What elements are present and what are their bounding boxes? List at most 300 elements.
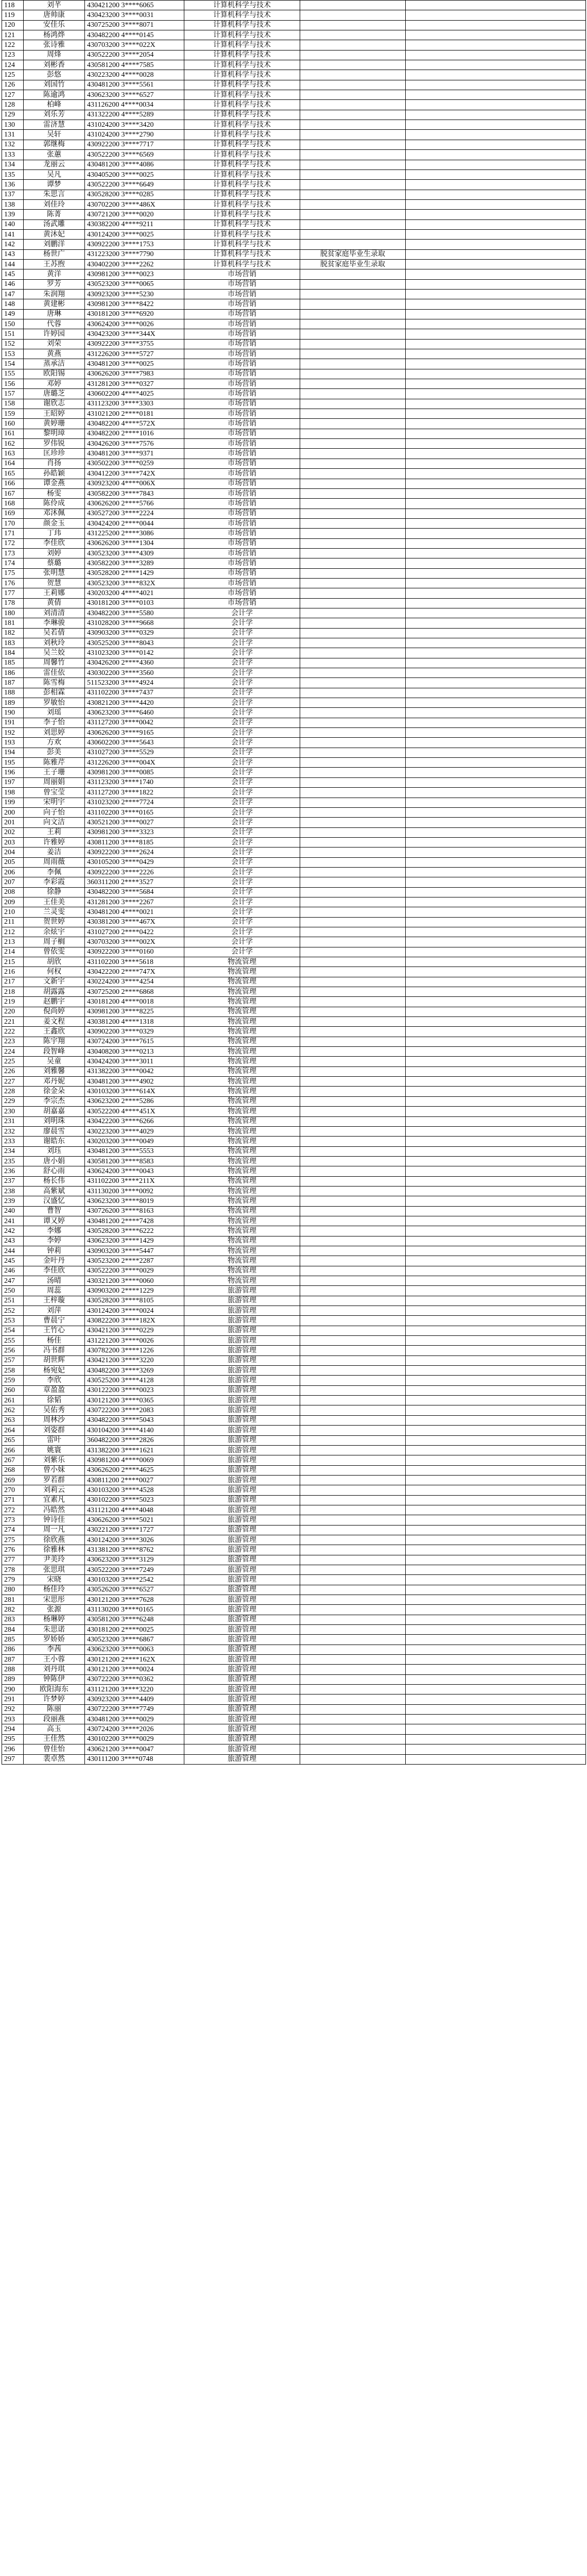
- student-name-cell: 黄建彬: [24, 299, 85, 309]
- serial-number-cell: 229: [2, 1096, 24, 1106]
- serial-number-cell: 142: [2, 240, 24, 249]
- serial-number-cell: 222: [2, 1027, 24, 1037]
- id-number-cell: 430423200 3****0031: [85, 10, 184, 20]
- table-row: [2, 130, 586, 140]
- table-row: [2, 738, 586, 748]
- table-row: [2, 668, 586, 678]
- id-number-cell: 431281200 3****2267: [85, 897, 184, 907]
- table-row: [2, 1326, 586, 1335]
- student-name-cell: 贺世婷: [24, 917, 85, 927]
- empty-cell: [406, 1116, 586, 1126]
- id-number-cell: 431281200 3****0327: [85, 379, 184, 389]
- table-row: [2, 837, 586, 847]
- id-number-cell: 430421200 3****0229: [85, 1326, 184, 1335]
- remark-cell: [300, 927, 406, 937]
- empty-cell: [406, 658, 586, 668]
- table-row: [2, 538, 586, 548]
- remark-cell: [300, 289, 406, 299]
- remark-cell: [300, 967, 406, 977]
- empty-cell: [406, 1166, 586, 1176]
- empty-cell: [406, 1276, 586, 1286]
- empty-cell: [406, 60, 586, 70]
- major-cell: 市场营销: [184, 568, 300, 578]
- id-number-cell: 430422200 2****747X: [85, 967, 184, 977]
- empty-cell: [406, 1355, 586, 1365]
- table-row: [2, 170, 586, 179]
- serial-number-cell: 155: [2, 369, 24, 379]
- student-name-cell: 黄沐妃: [24, 229, 85, 239]
- serial-number-cell: 259: [2, 1376, 24, 1385]
- id-number-cell: 431123200 3****1740: [85, 777, 184, 787]
- remark-cell: [300, 1017, 406, 1027]
- empty-cell: [406, 1724, 586, 1734]
- empty-cell: [406, 578, 586, 588]
- serial-number-cell: 152: [2, 339, 24, 349]
- student-name-cell: 张思琪: [24, 1565, 85, 1574]
- serial-number-cell: 211: [2, 917, 24, 927]
- major-cell: 物流管理: [184, 1057, 300, 1066]
- major-cell: 会计学: [184, 698, 300, 708]
- table-row: [2, 1096, 586, 1106]
- id-number-cell: 430381200 3****467X: [85, 917, 184, 927]
- remark-cell: [300, 827, 406, 837]
- major-cell: 市场营销: [184, 598, 300, 608]
- table-row: [2, 1565, 586, 1574]
- id-number-cell: 430623200 3****0063: [85, 1645, 184, 1654]
- table-row: [2, 1585, 586, 1595]
- major-cell: 计算机科学与技术: [184, 150, 300, 160]
- remark-cell: [300, 1715, 406, 1724]
- empty-cell: [406, 907, 586, 917]
- empty-cell: [406, 1385, 586, 1395]
- id-number-cell: 431102200 3****211X: [85, 1176, 184, 1186]
- serial-number-cell: 232: [2, 1126, 24, 1136]
- empty-cell: [406, 1326, 586, 1335]
- id-number-cell: 430523200 2****2287: [85, 1256, 184, 1266]
- empty-cell: [406, 897, 586, 907]
- serial-number-cell: 290: [2, 1685, 24, 1694]
- student-name-cell: 陈逾鸿: [24, 90, 85, 100]
- remark-cell: [300, 349, 406, 359]
- student-name-cell: 贺慧: [24, 578, 85, 588]
- id-number-cell: 430523200 3****6867: [85, 1635, 184, 1645]
- table-row: [2, 1665, 586, 1674]
- major-cell: 旅游管理: [184, 1505, 300, 1515]
- empty-cell: [406, 1625, 586, 1635]
- table-row: [2, 728, 586, 738]
- major-cell: 计算机科学与技术: [184, 120, 300, 130]
- id-number-cell: 360311200 2****3527: [85, 877, 184, 887]
- student-name-cell: 周蕊: [24, 1286, 85, 1296]
- serial-number-cell: 156: [2, 379, 24, 389]
- id-number-cell: 430722200 3****2083: [85, 1405, 184, 1415]
- student-name-cell: 雷叶: [24, 1435, 85, 1445]
- table-row: [2, 1715, 586, 1724]
- remark-cell: [300, 1107, 406, 1116]
- major-cell: 计算机科学与技术: [184, 199, 300, 209]
- serial-number-cell: 207: [2, 877, 24, 887]
- table-row: [2, 1336, 586, 1346]
- serial-number-cell: 166: [2, 479, 24, 488]
- table-row: [2, 558, 586, 568]
- serial-number-cell: 242: [2, 1226, 24, 1236]
- serial-number-cell: 230: [2, 1107, 24, 1116]
- major-cell: 市场营销: [184, 439, 300, 449]
- empty-cell: [406, 1316, 586, 1326]
- serial-number-cell: 266: [2, 1445, 24, 1455]
- student-name-cell: 匡珍珍: [24, 449, 85, 459]
- major-cell: 物流管理: [184, 1156, 300, 1166]
- table-row: [2, 1226, 586, 1236]
- id-number-cell: 430581200 4****7585: [85, 60, 184, 70]
- serial-number-cell: 164: [2, 459, 24, 468]
- student-name-cell: 黄婷珊: [24, 419, 85, 429]
- student-name-cell: 李娜: [24, 1226, 85, 1236]
- id-number-cell: 430522200 4****451X: [85, 1107, 184, 1116]
- table-row: [2, 1196, 586, 1206]
- major-cell: 会计学: [184, 917, 300, 927]
- major-cell: 会计学: [184, 927, 300, 937]
- student-name-cell: 王苏煦: [24, 259, 85, 269]
- remark-cell: [300, 1316, 406, 1326]
- major-cell: 市场营销: [184, 329, 300, 339]
- student-name-cell: 汉盛忆: [24, 1196, 85, 1206]
- id-number-cell: 430624200 3****0043: [85, 1166, 184, 1176]
- major-cell: 会计学: [184, 877, 300, 887]
- student-name-cell: 刘瑶: [24, 708, 85, 718]
- id-number-cell: 430121200 2****162X: [85, 1655, 184, 1665]
- empty-cell: [406, 1156, 586, 1166]
- student-name-cell: 冯皓然: [24, 1505, 85, 1515]
- remark-cell: [300, 30, 406, 40]
- serial-number-cell: 219: [2, 997, 24, 1007]
- id-number-cell: 430522200 3****0029: [85, 1266, 184, 1276]
- remark-cell: [300, 638, 406, 648]
- student-name-cell: 姜文程: [24, 1017, 85, 1027]
- table-row: [2, 309, 586, 319]
- id-number-cell: 430481200 3****0029: [85, 1715, 184, 1724]
- remark-cell: [300, 1047, 406, 1057]
- major-cell: 物流管理: [184, 1276, 300, 1286]
- table-row: [2, 678, 586, 688]
- major-cell: 旅游管理: [184, 1605, 300, 1615]
- table-row: [2, 1107, 586, 1116]
- serial-number-cell: 224: [2, 1047, 24, 1057]
- empty-cell: [406, 957, 586, 967]
- serial-number-cell: 252: [2, 1306, 24, 1316]
- remark-cell: [300, 110, 406, 120]
- serial-number-cell: 195: [2, 758, 24, 768]
- student-name-cell: 钟陈伊: [24, 1674, 85, 1684]
- id-number-cell: 431226200 3****5727: [85, 349, 184, 359]
- empty-cell: [406, 1286, 586, 1296]
- remark-cell: [300, 1485, 406, 1495]
- empty-cell: [406, 1605, 586, 1615]
- table-row: [2, 479, 586, 488]
- student-name-cell: 刘珏: [24, 1146, 85, 1156]
- major-cell: 物流管理: [184, 1007, 300, 1016]
- major-cell: 市场营销: [184, 459, 300, 468]
- student-name-cell: 曹智: [24, 1206, 85, 1216]
- table-row: [2, 1535, 586, 1545]
- table-row: [2, 1027, 586, 1037]
- empty-cell: [406, 538, 586, 548]
- major-cell: 市场营销: [184, 449, 300, 459]
- table-row: [2, 807, 586, 817]
- serial-number-cell: 160: [2, 419, 24, 429]
- empty-cell: [406, 887, 586, 897]
- student-name-cell: 高紫斌: [24, 1186, 85, 1196]
- serial-number-cell: 286: [2, 1645, 24, 1654]
- student-name-cell: 汤武雕: [24, 219, 85, 229]
- remark-cell: [300, 40, 406, 50]
- student-name-cell: 吴兰姣: [24, 648, 85, 658]
- empty-cell: [406, 1246, 586, 1256]
- id-number-cell: 430121200 3****0024: [85, 1665, 184, 1674]
- table-row: [2, 10, 586, 20]
- id-number-cell: 430223200 3****4029: [85, 1126, 184, 1136]
- empty-cell: [406, 1415, 586, 1425]
- empty-cell: [406, 1066, 586, 1076]
- serial-number-cell: 158: [2, 399, 24, 409]
- major-cell: 会计学: [184, 688, 300, 698]
- serial-number-cell: 226: [2, 1066, 24, 1076]
- table-row: [2, 509, 586, 518]
- remark-cell: [300, 50, 406, 60]
- table-row: [2, 1176, 586, 1186]
- empty-cell: [406, 1126, 586, 1136]
- serial-number-cell: 264: [2, 1426, 24, 1435]
- major-cell: 会计学: [184, 807, 300, 817]
- table-row: [2, 1645, 586, 1654]
- table-row: [2, 1, 586, 10]
- empty-cell: [406, 120, 586, 130]
- serial-number-cell: 263: [2, 1415, 24, 1425]
- remark-cell: [300, 1236, 406, 1246]
- major-cell: 市场营销: [184, 359, 300, 369]
- major-cell: 旅游管理: [184, 1615, 300, 1624]
- id-number-cell: 430621200 3****0047: [85, 1744, 184, 1754]
- major-cell: 旅游管理: [184, 1306, 300, 1316]
- major-cell: 市场营销: [184, 409, 300, 419]
- table-row: [2, 997, 586, 1007]
- remark-cell: [300, 1495, 406, 1505]
- id-number-cell: 430582200 3****7843: [85, 488, 184, 498]
- student-name-cell: 宋晓: [24, 1575, 85, 1585]
- id-number-cell: 360482200 3****2826: [85, 1435, 184, 1445]
- serial-number-cell: 182: [2, 628, 24, 638]
- id-number-cell: 431021200 2****0181: [85, 409, 184, 419]
- empty-cell: [406, 1595, 586, 1605]
- table-row: [2, 1465, 586, 1475]
- id-number-cell: 430922200 3****1753: [85, 240, 184, 249]
- table-row: [2, 1685, 586, 1694]
- student-name-cell: 谭梦: [24, 180, 85, 190]
- major-cell: 会计学: [184, 618, 300, 628]
- id-number-cell: 430602200 4****4025: [85, 389, 184, 399]
- student-name-cell: 刘鹏洋: [24, 240, 85, 249]
- empty-cell: [406, 1087, 586, 1096]
- remark-cell: [300, 578, 406, 588]
- table-row: [2, 240, 586, 249]
- remark-cell: [300, 1206, 406, 1216]
- remark-cell: [300, 499, 406, 509]
- id-number-cell: 430422200 3****6266: [85, 1116, 184, 1126]
- table-row: [2, 1246, 586, 1256]
- remark-cell: [300, 90, 406, 100]
- serial-number-cell: 251: [2, 1296, 24, 1306]
- serial-number-cell: 150: [2, 319, 24, 329]
- student-name-cell: 蒸承洁: [24, 359, 85, 369]
- serial-number-cell: 247: [2, 1276, 24, 1286]
- student-name-cell: 倪尚婷: [24, 1007, 85, 1016]
- empty-cell: [406, 1346, 586, 1355]
- table-row: [2, 199, 586, 209]
- table-row: [2, 1047, 586, 1057]
- id-number-cell: 430821200 3****4420: [85, 698, 184, 708]
- empty-cell: [406, 518, 586, 528]
- student-name-cell: 朱思言: [24, 190, 85, 199]
- serial-number-cell: 268: [2, 1465, 24, 1475]
- remark-cell: [300, 1665, 406, 1674]
- empty-cell: [406, 1405, 586, 1415]
- student-name-cell: 文新宇: [24, 977, 85, 987]
- major-cell: 计算机科学与技术: [184, 100, 300, 110]
- major-cell: 旅游管理: [184, 1435, 300, 1445]
- serial-number-cell: 183: [2, 638, 24, 648]
- remark-cell: [300, 1256, 406, 1266]
- student-name-cell: 曹晨宁: [24, 1316, 85, 1326]
- serial-number-cell: 198: [2, 788, 24, 798]
- empty-cell: [406, 977, 586, 987]
- serial-number-cell: 194: [2, 748, 24, 757]
- empty-cell: [406, 1306, 586, 1316]
- table-row: [2, 1515, 586, 1525]
- id-number-cell: 430782200 3****1226: [85, 1346, 184, 1355]
- serial-number-cell: 184: [2, 648, 24, 658]
- empty-cell: [406, 100, 586, 110]
- remark-cell: [300, 1645, 406, 1654]
- major-cell: 市场营销: [184, 469, 300, 479]
- serial-number-cell: 120: [2, 20, 24, 30]
- student-name-cell: 黄洋: [24, 269, 85, 279]
- id-number-cell: 431130200 3****0165: [85, 1605, 184, 1615]
- table-row: [2, 499, 586, 509]
- table-row: [2, 1555, 586, 1565]
- id-number-cell: 430626200 2****5766: [85, 499, 184, 509]
- empty-cell: [406, 1515, 586, 1525]
- student-name-cell: 徐韬: [24, 1396, 85, 1405]
- major-cell: 物流管理: [184, 1196, 300, 1206]
- remark-cell: [300, 1196, 406, 1206]
- major-cell: 市场营销: [184, 499, 300, 509]
- remark-cell: [300, 1565, 406, 1574]
- serial-number-cell: 123: [2, 50, 24, 60]
- id-number-cell: 431023200 2****7724: [85, 798, 184, 807]
- remark-cell: [300, 1, 406, 10]
- serial-number-cell: 137: [2, 190, 24, 199]
- admission-list-body: [2, 1, 586, 1765]
- remark-cell: [300, 1694, 406, 1704]
- serial-number-cell: 245: [2, 1256, 24, 1266]
- student-name-cell: 段丽燕: [24, 1715, 85, 1724]
- empty-cell: [406, 488, 586, 498]
- id-number-cell: 430181200 4****0018: [85, 997, 184, 1007]
- student-name-cell: 罗芳: [24, 279, 85, 289]
- student-name-cell: 刘荣: [24, 339, 85, 349]
- id-number-cell: 430421200 3****6065: [85, 1, 184, 10]
- major-cell: 会计学: [184, 857, 300, 867]
- major-cell: 旅游管理: [184, 1744, 300, 1754]
- student-name-cell: 肖扬: [24, 459, 85, 468]
- major-cell: 会计学: [184, 937, 300, 947]
- student-name-cell: 刘明珠: [24, 1116, 85, 1126]
- table-row: [2, 30, 586, 40]
- table-row: [2, 229, 586, 239]
- remark-cell: [300, 409, 406, 419]
- remark-cell: [300, 977, 406, 987]
- major-cell: 计算机科学与技术: [184, 1, 300, 10]
- table-row: [2, 1734, 586, 1744]
- serial-number-cell: 149: [2, 309, 24, 319]
- serial-number-cell: 200: [2, 807, 24, 817]
- empty-cell: [406, 668, 586, 678]
- empty-cell: [406, 279, 586, 289]
- id-number-cell: 431102200 3****5618: [85, 957, 184, 967]
- major-cell: 会计学: [184, 947, 300, 957]
- remark-cell: [300, 509, 406, 518]
- serial-number-cell: 162: [2, 439, 24, 449]
- id-number-cell: 430602200 3****5643: [85, 738, 184, 748]
- empty-cell: [406, 618, 586, 628]
- table-row: [2, 190, 586, 199]
- student-name-cell: 杨琳婷: [24, 1615, 85, 1624]
- serial-number-cell: 190: [2, 708, 24, 718]
- serial-number-cell: 193: [2, 738, 24, 748]
- remark-cell: [300, 1007, 406, 1016]
- id-number-cell: 431381200 3****8762: [85, 1545, 184, 1555]
- remark-cell: [300, 130, 406, 140]
- serial-number-cell: 203: [2, 837, 24, 847]
- table-row: [2, 379, 586, 389]
- remark-cell: [300, 1455, 406, 1465]
- serial-number-cell: 297: [2, 1754, 24, 1764]
- id-number-cell: 430582200 3****3289: [85, 558, 184, 568]
- serial-number-cell: 254: [2, 1326, 24, 1335]
- serial-number-cell: 272: [2, 1505, 24, 1515]
- remark-cell: [300, 379, 406, 389]
- remark-cell: [300, 1465, 406, 1475]
- student-name-cell: 雷佳依: [24, 668, 85, 678]
- major-cell: 旅游管理: [184, 1405, 300, 1415]
- id-number-cell: 431322200 4****5289: [85, 110, 184, 120]
- empty-cell: [406, 1426, 586, 1435]
- major-cell: 会计学: [184, 837, 300, 847]
- table-row: [2, 1166, 586, 1176]
- id-number-cell: 431126200 4****0034: [85, 100, 184, 110]
- id-number-cell: 430525200 3****8043: [85, 638, 184, 648]
- serial-number-cell: 243: [2, 1236, 24, 1246]
- empty-cell: [406, 409, 586, 419]
- empty-cell: [406, 1206, 586, 1216]
- student-name-cell: 胡嘉嘉: [24, 1107, 85, 1116]
- serial-number-cell: 187: [2, 678, 24, 688]
- id-number-cell: 431027200 3****5529: [85, 748, 184, 757]
- empty-cell: [406, 1744, 586, 1754]
- major-cell: 物流管理: [184, 1066, 300, 1076]
- serial-number-cell: 125: [2, 70, 24, 80]
- serial-number-cell: 136: [2, 180, 24, 190]
